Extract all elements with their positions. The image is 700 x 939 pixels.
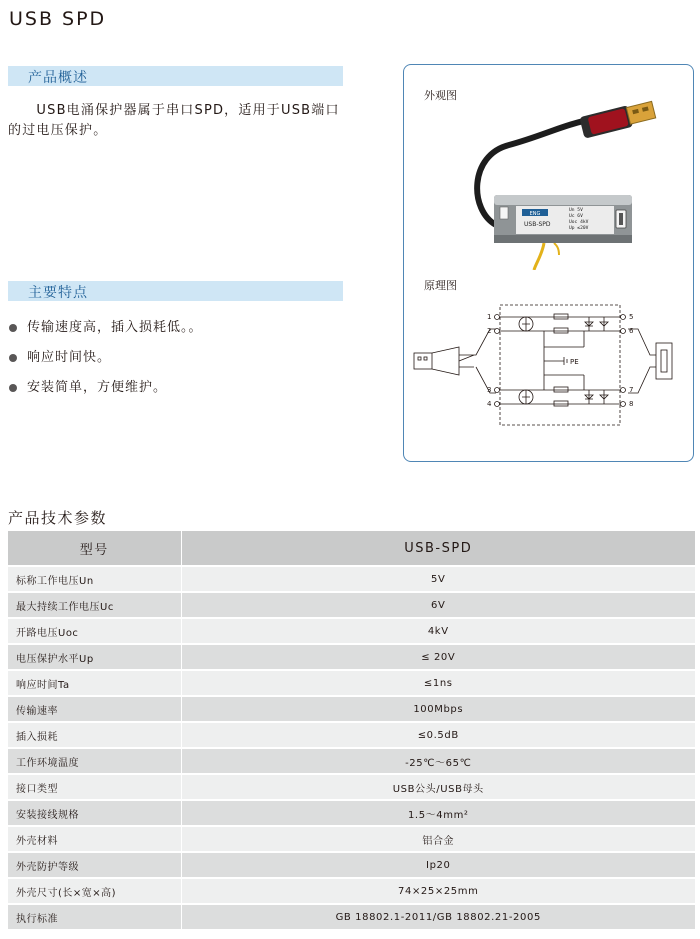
device-model: USB-SPD xyxy=(524,221,551,228)
spec-key: 安装接线规格 xyxy=(8,800,181,826)
spec-key: 执行标准 xyxy=(8,904,181,930)
pin-label: 6 xyxy=(629,327,634,335)
spec-key: 工作环境温度 xyxy=(8,748,181,774)
spec-key: 最大持续工作电压Uc xyxy=(8,592,181,618)
spec-value: USB公头/USB母头 xyxy=(181,774,695,800)
features-heading: 主要特点 xyxy=(28,285,88,301)
overview-heading: 产品概述 xyxy=(28,70,88,86)
schematic-label: 原理图 xyxy=(424,279,457,292)
spec-value: 铝合金 xyxy=(181,826,695,852)
features-list xyxy=(8,320,203,410)
spec-key: 外壳材料 xyxy=(8,826,181,852)
spec-value: ≤0.5dB xyxy=(181,722,695,748)
spec-key: 电压保护水平Up xyxy=(8,644,181,670)
specs-header-value: USB-SPD xyxy=(181,531,695,566)
pin-label: 2 xyxy=(487,327,492,335)
page-title: USB SPD xyxy=(9,8,107,30)
device-photo xyxy=(464,95,684,270)
table-row xyxy=(8,774,695,800)
table-row xyxy=(8,566,695,592)
table-row xyxy=(8,722,695,748)
table-row xyxy=(8,878,695,904)
table-row xyxy=(8,644,695,670)
spec-value: 100Mbps xyxy=(181,696,695,722)
table-row xyxy=(8,618,695,644)
spec-key: 外壳尺寸(长×宽×高) xyxy=(8,878,181,904)
table-row xyxy=(8,904,695,930)
spec-key: 标称工作电压Un xyxy=(8,566,181,592)
illustration-panel xyxy=(403,64,694,462)
feature-item: 安装简单，方便维护。 xyxy=(8,380,203,410)
pin-label: 8 xyxy=(629,400,634,408)
appearance-label: 外观图 xyxy=(424,89,457,102)
spec-key: 开路电压Uoc xyxy=(8,618,181,644)
overview-text: USB电涌保护器属于串口SPD，适用于USB端口的过电压保护。 xyxy=(8,103,340,138)
feature-item: 响应时间快。 xyxy=(8,350,203,380)
specs-table xyxy=(8,531,695,931)
spec-key: 外壳防护等级 xyxy=(8,852,181,878)
spec-value: Ip20 xyxy=(181,852,695,878)
specs-header-key: 型号 xyxy=(8,531,181,566)
table-row xyxy=(8,800,695,826)
pin-label: 1 xyxy=(487,313,492,321)
device-logo: ENG xyxy=(529,211,541,217)
pin-label: 4 xyxy=(487,400,492,408)
specs-heading: 产品技术参数 xyxy=(8,509,108,527)
spec-value: 5V xyxy=(181,566,695,592)
table-row xyxy=(8,696,695,722)
specs-header-row xyxy=(8,531,695,566)
spec-value: GB 18802.1-2011/GB 18802.21-2005 xyxy=(181,904,695,930)
spec-value: 74×25×25mm xyxy=(181,878,695,904)
pe-label: PE xyxy=(570,358,579,366)
feature-item: 传输速度高，插入损耗低。。 xyxy=(8,320,203,350)
table-row xyxy=(8,852,695,878)
table-row xyxy=(8,592,695,618)
table-row xyxy=(8,826,695,852)
spec-key: 插入损耗 xyxy=(8,722,181,748)
spec-value: ≤ 20V xyxy=(181,644,695,670)
features-heading-bar xyxy=(8,281,343,301)
spec-key: 接口类型 xyxy=(8,774,181,800)
device-spec-line: Up ≤20V xyxy=(569,226,589,231)
overview-heading-bar xyxy=(8,66,343,86)
device-spec-line: Uc 6V xyxy=(569,214,583,219)
spec-key: 响应时间Ta xyxy=(8,670,181,696)
spec-value: -25℃～65℃ xyxy=(181,748,695,774)
device-spec-line: Uoc 4kV xyxy=(569,220,589,225)
spec-value: ≤1ns xyxy=(181,670,695,696)
table-row xyxy=(8,670,695,696)
pin-label: 3 xyxy=(487,386,492,394)
pin-label: 5 xyxy=(629,313,634,321)
pin-label: 7 xyxy=(629,386,634,394)
device-spec-line: Un 5V xyxy=(569,208,583,213)
table-row xyxy=(8,748,695,774)
spec-value: 1.5～4mm² xyxy=(181,800,695,826)
spec-key: 传输速率 xyxy=(8,696,181,722)
spec-value: 6V xyxy=(181,592,695,618)
spec-value: 4kV xyxy=(181,618,695,644)
schematic-diagram xyxy=(404,295,693,435)
